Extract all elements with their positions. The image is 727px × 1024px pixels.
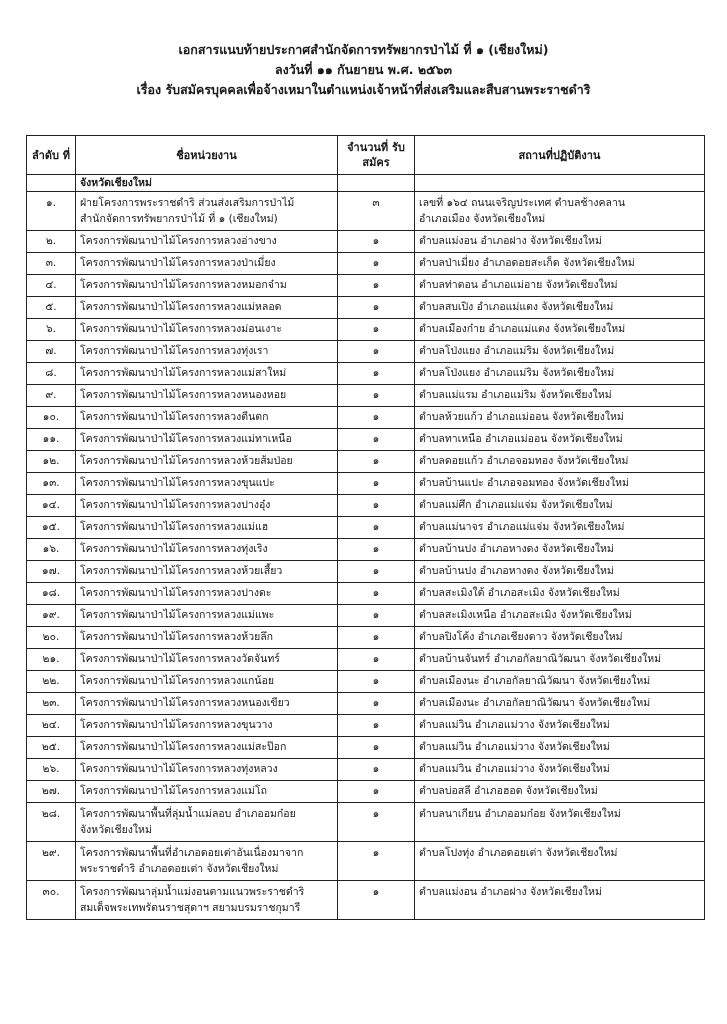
unit-name	[76, 231, 338, 253]
applicant-count: ๑	[338, 715, 415, 737]
row-number: ๑๗.	[27, 561, 76, 583]
work-location-line: ตำบลสะเมิงใต้ อำเภอสะเมิง จังหวัดเชียงใหม่	[419, 587, 620, 599]
work-location-line: ตำบลเมืองก๋าย อำเภอแม่แตง จังหวัดเชียงใหม่	[419, 323, 626, 335]
applicant-count: ๑	[338, 231, 415, 253]
applicant-count: ๑	[338, 517, 415, 539]
unit-name	[76, 341, 338, 363]
table-row	[27, 297, 705, 319]
row-number: ๔.	[27, 275, 76, 297]
work-location	[415, 407, 705, 429]
work-location	[415, 319, 705, 341]
work-location	[415, 231, 705, 253]
applicant-count: ๑	[338, 759, 415, 781]
work-location-line: ตำบลแม่งอน อำเภอฝาง จังหวัดเชียงใหม่	[419, 886, 602, 898]
unit-name-line: โครงการพัฒนาป่าไม้โครงการหลวงม่อนเงาะ	[80, 323, 282, 335]
row-number: ๑๔.	[27, 495, 76, 517]
work-location-line: ตำบลแม่วิน อำเภอแม่วาง จังหวัดเชียงใหม่	[419, 763, 610, 775]
row-number: ๒๔.	[27, 715, 76, 737]
recruitment-table	[26, 135, 705, 920]
work-location-line: ตำบลห้วยแก้ว อำเภอแม่ออน จังหวัดเชียงใหม่	[419, 411, 624, 423]
unit-name	[76, 737, 338, 759]
work-location-line: ตำบลป่าเมี่ยง อำเภอดอยสะเก็ด จังหวัดเชียงใหม่	[419, 257, 635, 269]
row-number: ๑๕.	[27, 517, 76, 539]
work-location-line: ตำบลโป่งแยง อำเภอแม่ริม จังหวัดเชียงใหม่	[419, 345, 615, 357]
work-location-line: ตำบลสบเปิง อำเภอแม่แตง จังหวัดเชียงใหม่	[419, 301, 614, 313]
applicant-count: ๑	[338, 363, 415, 385]
table-row	[27, 319, 705, 341]
unit-name-line: โครงการพัฒนาป่าไม้โครงการหลวงหมอกจ๋าม	[80, 279, 287, 291]
unit-name-line: โครงการพัฒนาป่าไม้โครงการหลวงปางอุ๋ง	[80, 499, 271, 511]
row-number: ๒๙.	[27, 842, 76, 881]
work-location	[415, 583, 705, 605]
table-row	[27, 649, 705, 671]
table-row	[27, 517, 705, 539]
row-number: ๑.	[27, 192, 76, 231]
unit-name-line: โครงการพัฒนาป่าไม้โครงการหลวงปางดะ	[80, 587, 272, 599]
row-number: ๓๐.	[27, 881, 76, 920]
unit-name	[76, 649, 338, 671]
unit-name	[76, 429, 338, 451]
work-location	[415, 385, 705, 407]
row-number: ๑๑.	[27, 429, 76, 451]
row-number: ๑๘.	[27, 583, 76, 605]
row-number: ๒๘.	[27, 803, 76, 842]
row-number: ๑๐.	[27, 407, 76, 429]
table-row	[27, 363, 705, 385]
table-body	[27, 175, 705, 920]
work-location	[415, 605, 705, 627]
row-number: ๑๒.	[27, 451, 76, 473]
work-location	[415, 649, 705, 671]
applicant-count: ๑	[338, 693, 415, 715]
work-location-line: ตำบลบ่อสลี อำเภอฮอด จังหวัดเชียงใหม่	[419, 785, 598, 797]
unit-name	[76, 759, 338, 781]
work-location-line: ตำบลแม่แรม อำเภอแม่ริม จังหวัดเชียงใหม่	[419, 389, 612, 401]
work-location-line: ตำบลบ้านปง อำเภอหางดง จังหวัดเชียงใหม่	[419, 565, 614, 577]
row-number: ๒๓.	[27, 693, 76, 715]
unit-name	[76, 781, 338, 803]
row-number: ๓.	[27, 253, 76, 275]
unit-name	[76, 451, 338, 473]
work-location-line: ตำบลทาเหนือ อำเภอแม่ออน จังหวัดเชียงใหม่	[419, 433, 623, 445]
work-location	[415, 803, 705, 842]
work-location	[415, 561, 705, 583]
row-number: ๒๕.	[27, 737, 76, 759]
unit-name-line: โครงการพัฒนาป่าไม้โครงการหลวงแกน้อย	[80, 675, 275, 687]
applicant-count: ๑	[338, 429, 415, 451]
unit-name-line: โครงการพัฒนาป่าไม้โครงการหลวงอ่างขาง	[80, 235, 277, 247]
table-row	[27, 539, 705, 561]
applicant-count: ๑	[338, 649, 415, 671]
applicant-count: ๑	[338, 407, 415, 429]
unit-name-line: โครงการพัฒนาพื้นที่ลุ่มน้ำแม่ลอบ อำเภออมก๋อย	[80, 808, 296, 820]
work-location	[415, 451, 705, 473]
work-location-line: ตำบลบ้านแปะ อำเภอจอมทอง จังหวัดเชียงใหม่	[419, 477, 629, 489]
table-row	[27, 275, 705, 297]
unit-name-line: จังหวัดเชียงใหม่	[80, 824, 152, 836]
unit-name-line: โครงการพัฒนาป่าไม้โครงการหลวงวัดจันทร์	[80, 653, 280, 665]
unit-name-line: โครงการพัฒนาป่าไม้โครงการหลวงแม่ทาเหนือ	[80, 433, 292, 445]
applicant-count: ๑	[338, 881, 415, 920]
table-row	[27, 881, 705, 920]
work-location-line: ตำบลสะเมิงเหนือ อำเภอสะเมิง จังหวัดเชียงใหม่	[419, 609, 632, 621]
table-row	[27, 583, 705, 605]
work-location	[415, 842, 705, 881]
unit-name-line: โครงการพัฒนาป่าไม้โครงการหลวงป่าเมี่ยง	[80, 257, 276, 269]
unit-name-line: โครงการพัฒนาป่าไม้โครงการหลวงทุ่งเรา	[80, 345, 269, 357]
work-location-line: ตำบลแม่ศึก อำเภอแม่แจ่ม จังหวัดเชียงใหม่	[419, 499, 613, 511]
unit-name-line: โครงการพัฒนาป่าไม้โครงการหลวงห้วยเสี้ยว	[80, 565, 283, 577]
table-row	[27, 231, 705, 253]
work-location	[415, 275, 705, 297]
table-row	[27, 781, 705, 803]
table-row	[27, 715, 705, 737]
unit-name	[76, 671, 338, 693]
row-number: ๒๑.	[27, 649, 76, 671]
applicant-count: ๑	[338, 583, 415, 605]
work-location-line: ตำบลโป่งแยง อำเภอแม่ริม จังหวัดเชียงใหม่	[419, 367, 615, 379]
work-location	[415, 341, 705, 363]
unit-name	[76, 842, 338, 881]
work-location-line: ตำบลปิงโค้ง อำเภอเชียงดาว จังหวัดเชียงใหม่	[419, 631, 623, 643]
applicant-count: ๑	[338, 627, 415, 649]
province-label: จังหวัดเชียงใหม่	[76, 175, 338, 192]
work-location	[415, 671, 705, 693]
applicant-count: ๑	[338, 671, 415, 693]
unit-name	[76, 275, 338, 297]
row-number: ๒๗.	[27, 781, 76, 803]
document-header	[0, 40, 727, 100]
table-row	[27, 627, 705, 649]
unit-name	[76, 561, 338, 583]
unit-name	[76, 253, 338, 275]
work-location	[415, 253, 705, 275]
table-row	[27, 473, 705, 495]
work-location	[415, 517, 705, 539]
table-row	[27, 253, 705, 275]
table-row	[27, 192, 705, 231]
work-location	[415, 495, 705, 517]
work-location-line: ตำบลบ้านปง อำเภอหางดง จังหวัดเชียงใหม่	[419, 543, 614, 555]
table-row	[27, 693, 705, 715]
row-number: ๒๐.	[27, 627, 76, 649]
table-row	[27, 407, 705, 429]
column-header-count: จำนวนที่ รับสมัคร	[338, 136, 415, 175]
table-row	[27, 429, 705, 451]
work-location-line: ตำบลแม่วิน อำเภอแม่วาง จังหวัดเชียงใหม่	[419, 741, 610, 753]
applicant-count: ๑	[338, 539, 415, 561]
row-number: ๒.	[27, 231, 76, 253]
row-number: ๑๖.	[27, 539, 76, 561]
work-location	[415, 192, 705, 231]
unit-name-line: โครงการพัฒนาป่าไม้โครงการหลวงตีนตก	[80, 411, 269, 423]
unit-name	[76, 297, 338, 319]
unit-name-line: โครงการพัฒนาป่าไม้โครงการหลวงทุ่งหลวง	[80, 763, 278, 775]
unit-name-line: โครงการพัฒนาป่าไม้โครงการหลวงขุนวาง	[80, 719, 273, 731]
table-row	[27, 737, 705, 759]
unit-name-line: โครงการพัฒนาป่าไม้โครงการหลวงห้วยส้มป่อย	[80, 455, 293, 467]
work-location-line: ตำบลดอยแก้ว อำเภอจอมทอง จังหวัดเชียงใหม่	[419, 455, 629, 467]
unit-name-line: สมเด็จพระเทพรัตนราชสุดาฯ สยามบรมราชกุมารี	[80, 902, 301, 914]
work-location	[415, 297, 705, 319]
table-row	[27, 495, 705, 517]
row-number: ๖.	[27, 319, 76, 341]
work-location-line: ตำบลนาเกียน อำเภออมก๋อย จังหวัดเชียงใหม่	[419, 808, 621, 820]
unit-name	[76, 627, 338, 649]
table-header-row	[27, 136, 705, 175]
unit-name	[76, 473, 338, 495]
work-location	[415, 473, 705, 495]
work-location	[415, 759, 705, 781]
applicant-count: ๑	[338, 495, 415, 517]
table-row	[27, 803, 705, 842]
work-location-line: ตำบลโปงทุ่ง อำเภอดอยเต่า จังหวัดเชียงใหม่	[419, 847, 618, 859]
row-number: ๘.	[27, 363, 76, 385]
work-location	[415, 429, 705, 451]
row-number: ๕.	[27, 297, 76, 319]
work-location-line: ตำบลบ้านจันทร์ อำเภอกัลยาณิวัฒนา จังหวัดเชียงใหม่	[419, 653, 662, 665]
unit-name	[76, 583, 338, 605]
column-header-no: ลำดับ ที่	[27, 136, 76, 175]
applicant-count: ๓	[338, 192, 415, 231]
applicant-count: ๑	[338, 341, 415, 363]
unit-name-line: โครงการพัฒนาป่าไม้โครงการหลวงทุ่งเริง	[80, 543, 268, 555]
applicant-count: ๑	[338, 803, 415, 842]
work-location	[415, 737, 705, 759]
unit-name	[76, 319, 338, 341]
applicant-count: ๑	[338, 275, 415, 297]
applicant-count: ๑	[338, 737, 415, 759]
applicant-count: ๑	[338, 473, 415, 495]
unit-name-line: โครงการพัฒนาพื้นที่อำเภอดอยเต่าอันเนื่องมาจาก	[80, 847, 304, 859]
unit-name-line: สำนักจัดการทรัพยากรป่าไม้ ที่ ๑ (เชียงใหม่)	[80, 213, 278, 225]
row-number: ๙.	[27, 385, 76, 407]
unit-name-line: โครงการพัฒนาป่าไม้โครงการหลวงขุนแปะ	[80, 477, 275, 489]
table-row	[27, 842, 705, 881]
table-row	[27, 451, 705, 473]
unit-name-line: โครงการพัฒนาป่าไม้โครงการหลวงแม่โถ	[80, 785, 267, 797]
unit-name	[76, 407, 338, 429]
row-number: ๑๓.	[27, 473, 76, 495]
unit-name-line: โครงการพัฒนาป่าไม้โครงการหลวงแม่สาใหม่	[80, 367, 287, 379]
table-row	[27, 671, 705, 693]
unit-name	[76, 192, 338, 231]
applicant-count: ๑	[338, 781, 415, 803]
work-location	[415, 693, 705, 715]
unit-name	[76, 605, 338, 627]
applicant-count: ๑	[338, 451, 415, 473]
unit-name	[76, 881, 338, 920]
header-subject: เรื่อง รับสมัครบุคคลเพื่อจ้างเหมาในตำแหน่งเจ้าหน้าที่ส่งเสริมและสืบสานพระราชดำริ	[136, 82, 591, 97]
unit-name	[76, 539, 338, 561]
unit-name	[76, 517, 338, 539]
applicant-count: ๑	[338, 319, 415, 341]
table-row	[27, 605, 705, 627]
work-location	[415, 715, 705, 737]
applicant-count: ๑	[338, 561, 415, 583]
applicant-count: ๑	[338, 297, 415, 319]
unit-name-line: โครงการพัฒนาลุ่มน้ำแม่งอนตามแนวพระราชดำริ	[80, 886, 305, 898]
unit-name-line: พระราชดำริ อำเภอดอยเต่า จังหวัดเชียงใหม่	[80, 863, 279, 875]
unit-name-line: โครงการพัฒนาป่าไม้โครงการหลวงหนองเขียว	[80, 697, 290, 709]
work-location-line: ตำบลเมืองนะ อำเภอกัลยาณิวัฒนา จังหวัดเชียงใหม่	[419, 675, 651, 687]
work-location-line: ตำบลแม่วิน อำเภอแม่วาง จังหวัดเชียงใหม่	[419, 719, 610, 731]
work-location	[415, 539, 705, 561]
applicant-count: ๑	[338, 842, 415, 881]
column-header-unit: ชื่อหน่วยงาน	[76, 136, 338, 175]
unit-name-line: ฝ่ายโครงการพระราชดำริ ส่วนส่งเสริมการป่าไม้	[80, 197, 295, 209]
table-row	[27, 385, 705, 407]
work-location-line: เลขที่ ๑๖๔ ถนนเจริญประเทศ ตำบลช้างคลาน	[419, 197, 626, 209]
work-location	[415, 627, 705, 649]
unit-name	[76, 693, 338, 715]
unit-name	[76, 385, 338, 407]
work-location-line: ตำบลแม่นาจร อำเภอแม่แจ่ม จังหวัดเชียงใหม่	[419, 521, 625, 533]
unit-name-line: โครงการพัฒนาป่าไม้โครงการหลวงแม่แฮ	[80, 521, 269, 533]
work-location	[415, 781, 705, 803]
unit-name-line: โครงการพัฒนาป่าไม้โครงการหลวงแม่แพะ	[80, 609, 275, 621]
applicant-count: ๑	[338, 605, 415, 627]
unit-name	[76, 363, 338, 385]
unit-name	[76, 495, 338, 517]
unit-name	[76, 715, 338, 737]
row-number: ๑๙.	[27, 605, 76, 627]
unit-name-line: โครงการพัฒนาป่าไม้โครงการหลวงแม่สะป๊อก	[80, 741, 287, 753]
column-header-location: สถานที่ปฏิบัติงาน	[415, 136, 705, 175]
work-location	[415, 363, 705, 385]
row-number: ๒๒.	[27, 671, 76, 693]
applicant-count: ๑	[338, 253, 415, 275]
unit-name	[76, 803, 338, 842]
row-number: ๗.	[27, 341, 76, 363]
applicant-count: ๑	[338, 385, 415, 407]
work-location-line: อำเภอเมือง จังหวัดเชียงใหม่	[419, 213, 546, 225]
header-date: ลงวันที่ ๑๑ กันยายน พ.ศ. ๒๕๖๓	[274, 62, 453, 77]
work-location	[415, 881, 705, 920]
table-row	[27, 561, 705, 583]
work-location-line: ตำบลท่าตอน อำเภอแม่อาย จังหวัดเชียงใหม่	[419, 279, 618, 291]
table-row	[27, 759, 705, 781]
work-location-line: ตำบลเมืองนะ อำเภอกัลยาณิวัฒนา จังหวัดเชียงใหม่	[419, 697, 651, 709]
table-row	[27, 341, 705, 363]
unit-name-line: โครงการพัฒนาป่าไม้โครงการหลวงห้วยลึก	[80, 631, 274, 643]
header-title: เอกสารแนบท้ายประกาศสำนักจัดการทรัพยากรป่าไม้ ที่ ๑ (เชียงใหม่)	[178, 42, 549, 57]
province-row	[27, 175, 705, 192]
row-number: ๒๖.	[27, 759, 76, 781]
work-location-line: ตำบลแม่งอน อำเภอฝาง จังหวัดเชียงใหม่	[419, 235, 602, 247]
unit-name-line: โครงการพัฒนาป่าไม้โครงการหลวงหนองหอย	[80, 389, 287, 401]
unit-name-line: โครงการพัฒนาป่าไม้โครงการหลวงแม่หลอด	[80, 301, 282, 313]
